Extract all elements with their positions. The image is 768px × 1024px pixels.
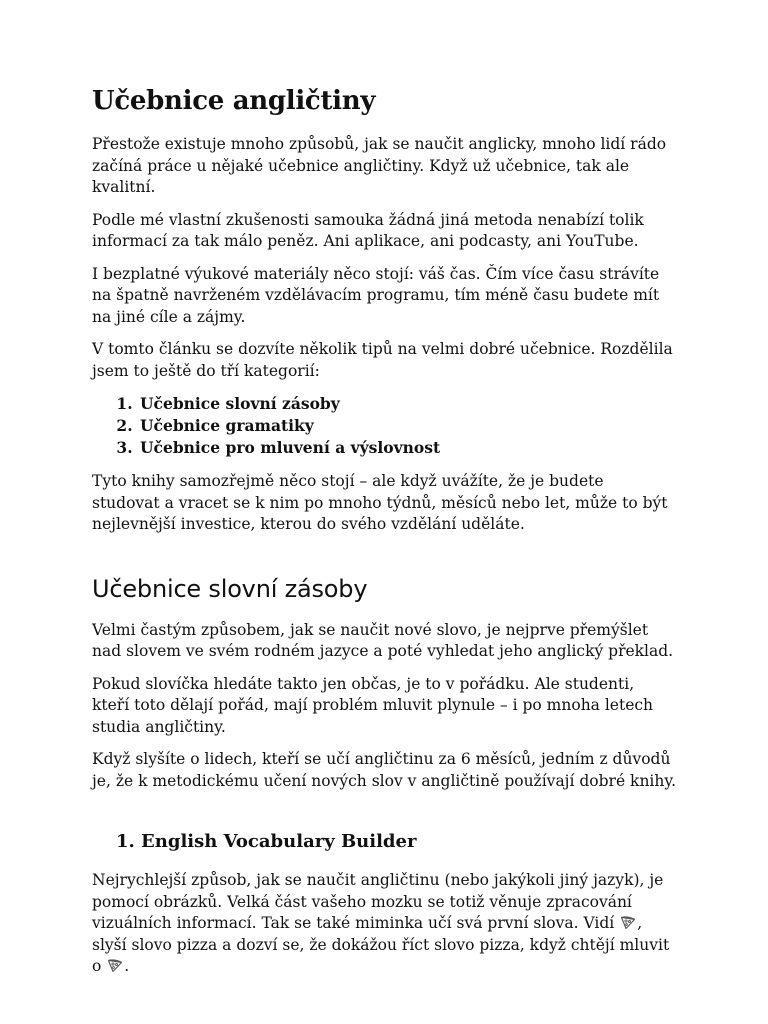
pizza-icon bbox=[620, 915, 636, 930]
subsection-text-part-2: , slyší slovo pizza a dozví se, že dokážou říct slovo pizza, když chtějí mluvit o bbox=[92, 914, 670, 975]
category-item-speaking: 3. Učebnice pro mluvení a výslovnost bbox=[138, 437, 676, 459]
intro-paragraph-1: Přestože existuje mnoho způsobů, jak se naučit anglicky, mnoho lidí rádo začíná práce u nějaké učebnice angličtiny. Když už učebnice, tak ale kvalitní. bbox=[92, 135, 667, 196]
section-paragraph-3: Když slyšíte o lidech, kteří se učí angličtinu za 6 měsíců, jedním z důvodů je, že k metodickému učení nových slov v angličtině používají dobré knihy. bbox=[92, 750, 676, 790]
section-paragraph-1: Velmi častým způsobem, jak se naučit nové slovo, je nejprve přemýšlet nad slovem ve svém rodném jazyce a poté vyhledat jeho anglický překlad. bbox=[92, 620, 674, 660]
category-item-grammar: 2. Učebnice gramatiky bbox=[138, 415, 676, 437]
subsection-title-vocabulary-builder: 1. English Vocabulary Builder bbox=[116, 831, 417, 852]
subsection-paragraph bbox=[92, 870, 676, 978]
intro-paragraph-4: V tomto článku se dozvíte několik tipů na velmi dobré učebnice. Rozdělila jsem to ještě do tří kategorií: bbox=[92, 340, 673, 380]
section-paragraph-2: Pokud slovíčka hledáte takto jen občas, je to v pořádku. Ale studenti, kteří toto dělají pořád, mají problém mluvit plynule – i po mnoha letech studia angličtiny. bbox=[92, 674, 654, 736]
intro-paragraph-3: I bezplatné výukové materiály něco stojí: váš čas. Čím více času strávíte na špatně navrženém vzdělávacím programu, tím méně času budete mít na jiné cíle a zájmy. bbox=[92, 264, 660, 326]
intro-paragraph-2: Podle mé vlastní zkušenosti samouka žádná jiná metoda nenabízí tolik informací za tak málo peněz. Ani aplikace, ani podcasty, ani YouTube. bbox=[92, 210, 644, 250]
after-list-paragraph: Tyto knihy samozřejmě něco stojí – ale když uvážíte, že je budete studovat a vracet se k nim po mnoho týdnů, měsíců nebo let, může to být nejlevnější investice, kterou do svého vzdělání uděláte. bbox=[92, 472, 668, 533]
section-title-vocabulary: Učebnice slovní zásoby bbox=[92, 574, 368, 603]
category-list bbox=[92, 393, 676, 459]
subsection-text-part-1: Nejrychlejší způsob, jak se naučit angličtinu (nebo jakýkoli jiný jazyk), je pomocí obrázků. Velká část vašeho mozku se totiž věnuje zpracování vizuálních informací. Tak se také miminka učí svá první slova. Vidí bbox=[92, 871, 664, 932]
category-item-vocabulary: 1. Učebnice slovní zásoby bbox=[138, 393, 676, 415]
subsection-text-part-3: . bbox=[124, 957, 130, 975]
pizza-icon bbox=[107, 958, 123, 973]
document-title: Učebnice angličtiny bbox=[92, 86, 376, 116]
